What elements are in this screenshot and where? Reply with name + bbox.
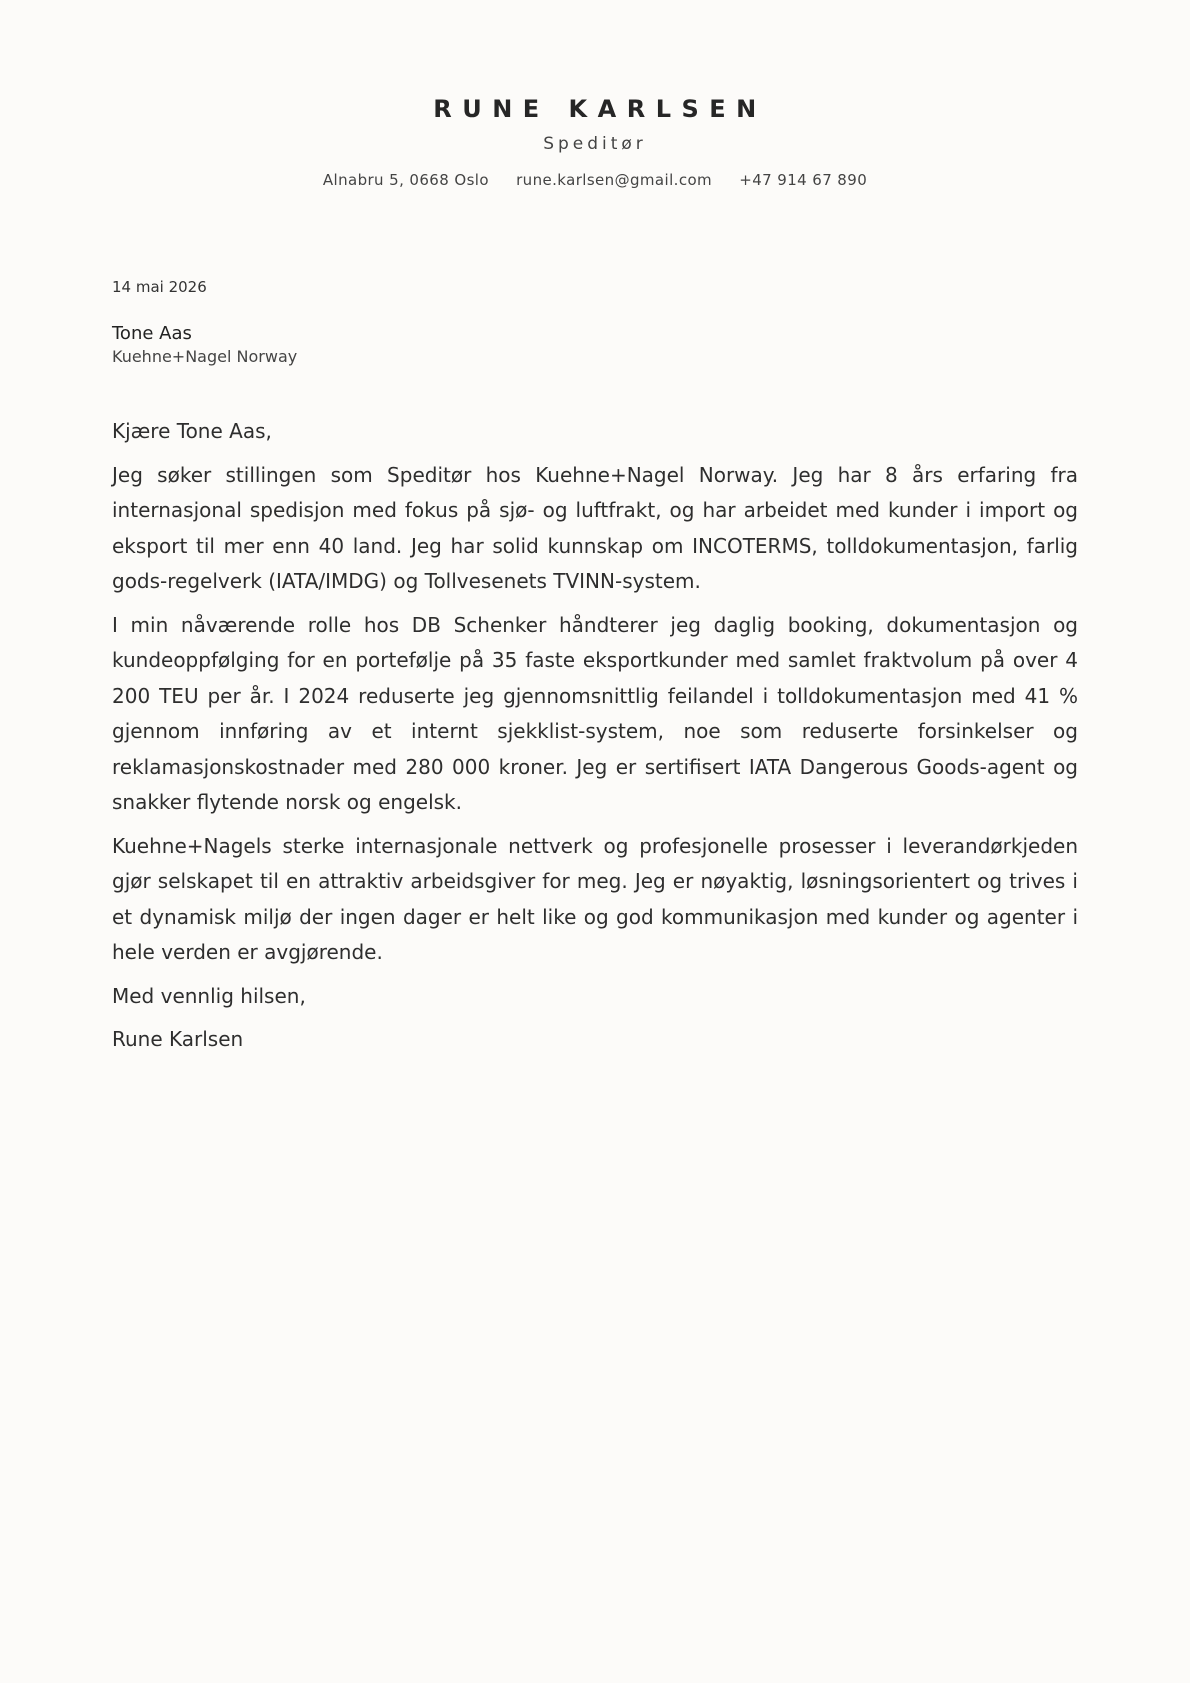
sender-phone: +47 914 67 890 [739,171,868,189]
sender-role: Speditør [543,134,647,154]
letter-header [0,94,1190,190]
body-paragraph-2: I min nåværende rolle hos DB Schenker håndterer jeg daglig booking, dokumentasjon og kundeoppfølging for en portefølje på 35 faste eksportkunder med samlet fraktvolum på over 4 200 TEU per år. I 2024 reduserte jeg gjennomsnittlig feilandel i tolldokumentasjon med 41 % gjennom innføring av et internt sjekklist-system, noe som reduserte forsinkelser og reklamasjonskostnader med 280 000 kroner. Jeg er sertifisert IATA Dangerous Goods-agent og snakker flytende norsk og engelsk. [112,612,1078,814]
sender-email: rune.karlsen@gmail.com [516,171,713,189]
sender-address: Alnabru 5, 0668 Oslo [322,171,489,189]
greeting: Kjære Tone Aas, [112,419,272,443]
letter-body [112,414,1078,1066]
closing: Med vennlig hilsen, [112,983,306,1008]
signature: Rune Karlsen [112,1027,244,1051]
sender-contacts [0,170,1190,190]
recipient-block [112,322,297,368]
sender-name: RUNE KARLSEN [433,95,767,123]
recipient-name: Tone Aas [112,323,192,344]
body-paragraph-3: Kuehne+Nagels sterke internasjonale nettverk og profesjonelle prosesser i leverandørkjeden gjør selskapet til en attraktiv arbeidsgiver for meg. Jeg er nøyaktig, løsningsorientert og trives i et dynamisk miljø der ingen dager er helt like og god kommunikasjon med kunder og agenter i hele verden er avgjørende. [112,833,1078,964]
letter-date: 14 mai 2026 [112,278,207,296]
body-paragraph-1: Jeg søker stillingen som Speditør hos Kuehne+Nagel Norway. Jeg har 8 års erfaring fra internasjonal spedisjon med fokus på sjø- og luftfrakt, og har arbeidet med kunder i import og eksport til mer enn 40 land. Jeg har solid kunnskap om INCOTERMS, tolldokumentasjon, farlig gods-regelverk (IATA/IMDG) og Tollvesenets TVINN-system. [112,462,1078,593]
recipient-company: Kuehne+Nagel Norway [112,347,298,366]
